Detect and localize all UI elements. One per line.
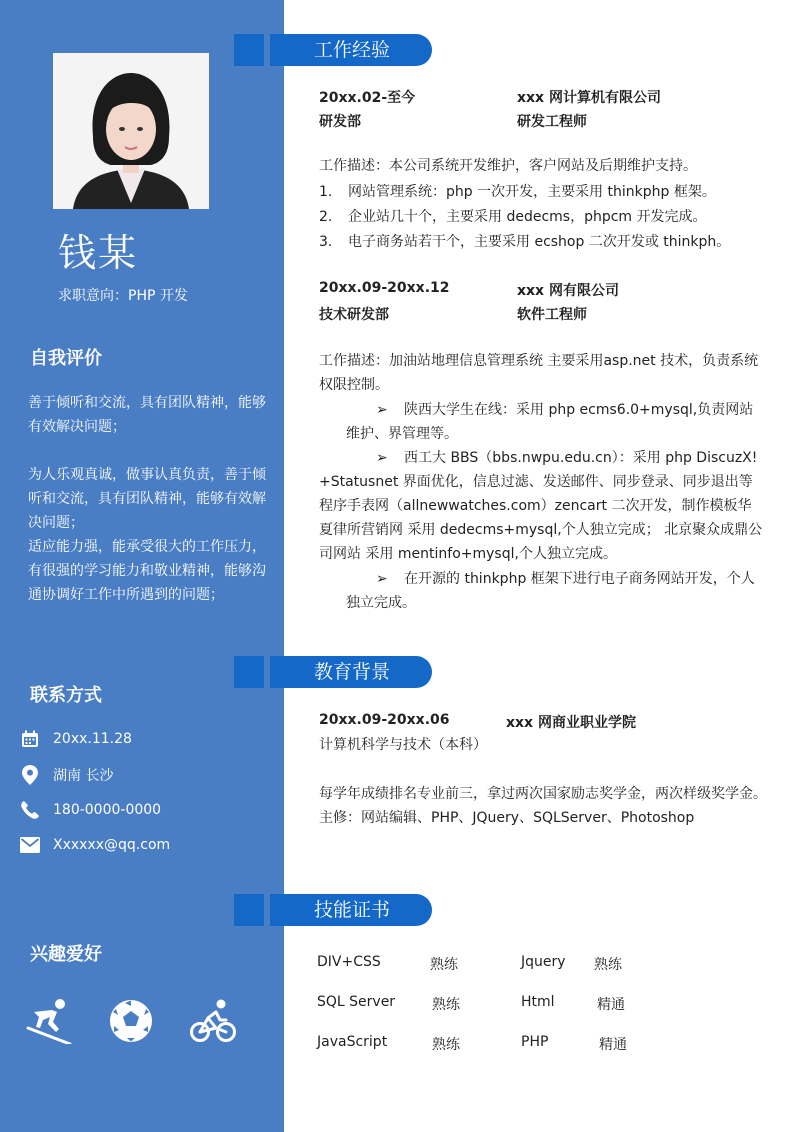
contact-heading: 联系方式: [30, 685, 102, 706]
self-eval-paragraph: 适应能力强，能承受很大的工作压力，有很强的学习能力和敬业精神，能够沟通协调好工作中所遇到的问题；: [28, 539, 266, 603]
job1-company: xxx 网计算机有限公司: [517, 90, 661, 106]
skiing-icon: [26, 998, 72, 1044]
job1-item: 网站管理系统：php 一次开发，主要采用 thinkphp 框架。: [348, 184, 716, 200]
bullet-marker: ➢: [376, 571, 388, 587]
bullet-marker: ➢: [376, 450, 388, 466]
job1-item-num: 3.: [319, 234, 333, 250]
email-text: Xxxxxx@qq.com: [53, 837, 171, 853]
calendar-icon: [20, 729, 40, 749]
self-eval-paragraph: 为人乐观真诚，做事认真负责，善于倾听和交流，具有团队精神，能够有效解决问题；: [28, 467, 266, 531]
skill-level: 精通: [597, 997, 625, 1013]
skill-name: Html: [521, 994, 555, 1010]
job2-item: 在开源的 thinkphp 框架下进行电子商务网站开发，个人独立完成。: [346, 571, 755, 611]
soccer-ball-icon: [108, 998, 154, 1044]
contact-birthday: [20, 727, 132, 751]
birthday-text: 20xx.11.28: [53, 731, 132, 747]
location-pin-icon: [20, 765, 40, 785]
job1-item: 企业站几十个，主要采用 dedecms，phpcm 开发完成。: [348, 209, 707, 225]
job1-item-num: 1.: [319, 184, 333, 200]
self-eval-heading: 自我评价: [30, 348, 102, 369]
bullet-marker: ➢: [376, 402, 388, 418]
job1-item: 电子商务站若干个，主要采用 ecshop 二次开发或 thinkph。: [348, 234, 731, 250]
section-marker: [234, 34, 264, 66]
contact-phone[interactable]: [20, 798, 161, 822]
hobbies-heading: 兴趣爱好: [30, 944, 102, 965]
skill-name: DIV+CSS: [317, 954, 381, 970]
edu-major: 计算机科学与技术（本科）: [319, 737, 487, 753]
job2-item: 西工大 BBS（bbs.nwpu.edu.cn）：采用 php DiscuzX! +Statusnet 界面优化，信息过滤、发送邮件、同步登录、同步退出等程序手表网（allnewwatches.com）zencart 二次开发，制作模板华夏律所营销网 采用 dedecms+mysql,个人独立完成； 北京聚众成鼎公司网站 采用 mentinfo+mysql,个人独立完成。: [319, 450, 763, 562]
skill-level: 熟练: [432, 997, 460, 1013]
edu-courses: 主修：网站编辑、PHP、JQuery、SQLServer、Photoshop: [319, 810, 695, 826]
candidate-name: 钱某: [58, 231, 139, 275]
job2-period: 20xx.09-20xx.12: [319, 280, 450, 296]
email-icon: [20, 835, 40, 855]
job1-item-num: 2.: [319, 209, 333, 225]
location-text: 湖南 长沙: [53, 768, 114, 784]
work-section-title: 工作经验: [270, 34, 432, 66]
cycling-icon: [190, 998, 236, 1044]
job2-desc: 工作描述：加油站地理信息管理系统 主要采用asp.net 技术，负责系统权限控制。: [319, 353, 759, 393]
job-intent: 求职意向：PHP 开发: [58, 288, 188, 304]
skill-name: SQL Server: [317, 994, 396, 1010]
self-eval-paragraph: 善于倾听和交流，具有团队精神，能够有效解决问题；: [28, 395, 266, 435]
job2-company: xxx 网有限公司: [517, 283, 619, 299]
profile-photo: [53, 53, 209, 209]
job2-role: 软件工程师: [517, 307, 587, 323]
job1-period: 20xx.02-至今: [319, 90, 416, 106]
contact-email[interactable]: [20, 833, 170, 857]
section-marker: [234, 894, 264, 926]
edu-period: 20xx.09-20xx.06: [319, 712, 450, 728]
job2-item: 陕西大学生在线：采用 php ecms6.0+mysql,负责网站维护、界管理等。: [346, 402, 754, 442]
phone-icon: [20, 800, 40, 820]
edu-school: xxx 网商业职业学院: [506, 715, 636, 731]
contact-location: [20, 763, 113, 787]
skills-section-title: 技能证书: [270, 894, 432, 926]
skill-name: PHP: [521, 1034, 549, 1050]
sidebar: [0, 0, 284, 1132]
skill-level: 精通: [599, 1037, 627, 1053]
edu-honors: 每学年成绩排名专业前三，拿过两次国家励志奖学金，两次样级奖学金。: [319, 786, 767, 802]
skill-name: Jquery: [521, 954, 566, 970]
phone-text: 180-0000-0000: [53, 802, 162, 818]
job1-dept: 研发部: [319, 114, 361, 130]
skill-level: 熟练: [594, 957, 622, 973]
skill-name: JavaScript: [317, 1034, 388, 1050]
job1-desc: 工作描述：本公司系统开发维护，客户网站及后期维护支持。: [319, 158, 697, 174]
job2-dept: 技术研发部: [319, 307, 389, 323]
section-marker: [234, 656, 264, 688]
skill-level: 熟练: [430, 957, 458, 973]
education-section-title: 教育背景: [270, 656, 432, 688]
skill-level: 熟练: [432, 1037, 460, 1053]
job1-role: 研发工程师: [517, 114, 587, 130]
hobby-icons: [26, 998, 236, 1044]
